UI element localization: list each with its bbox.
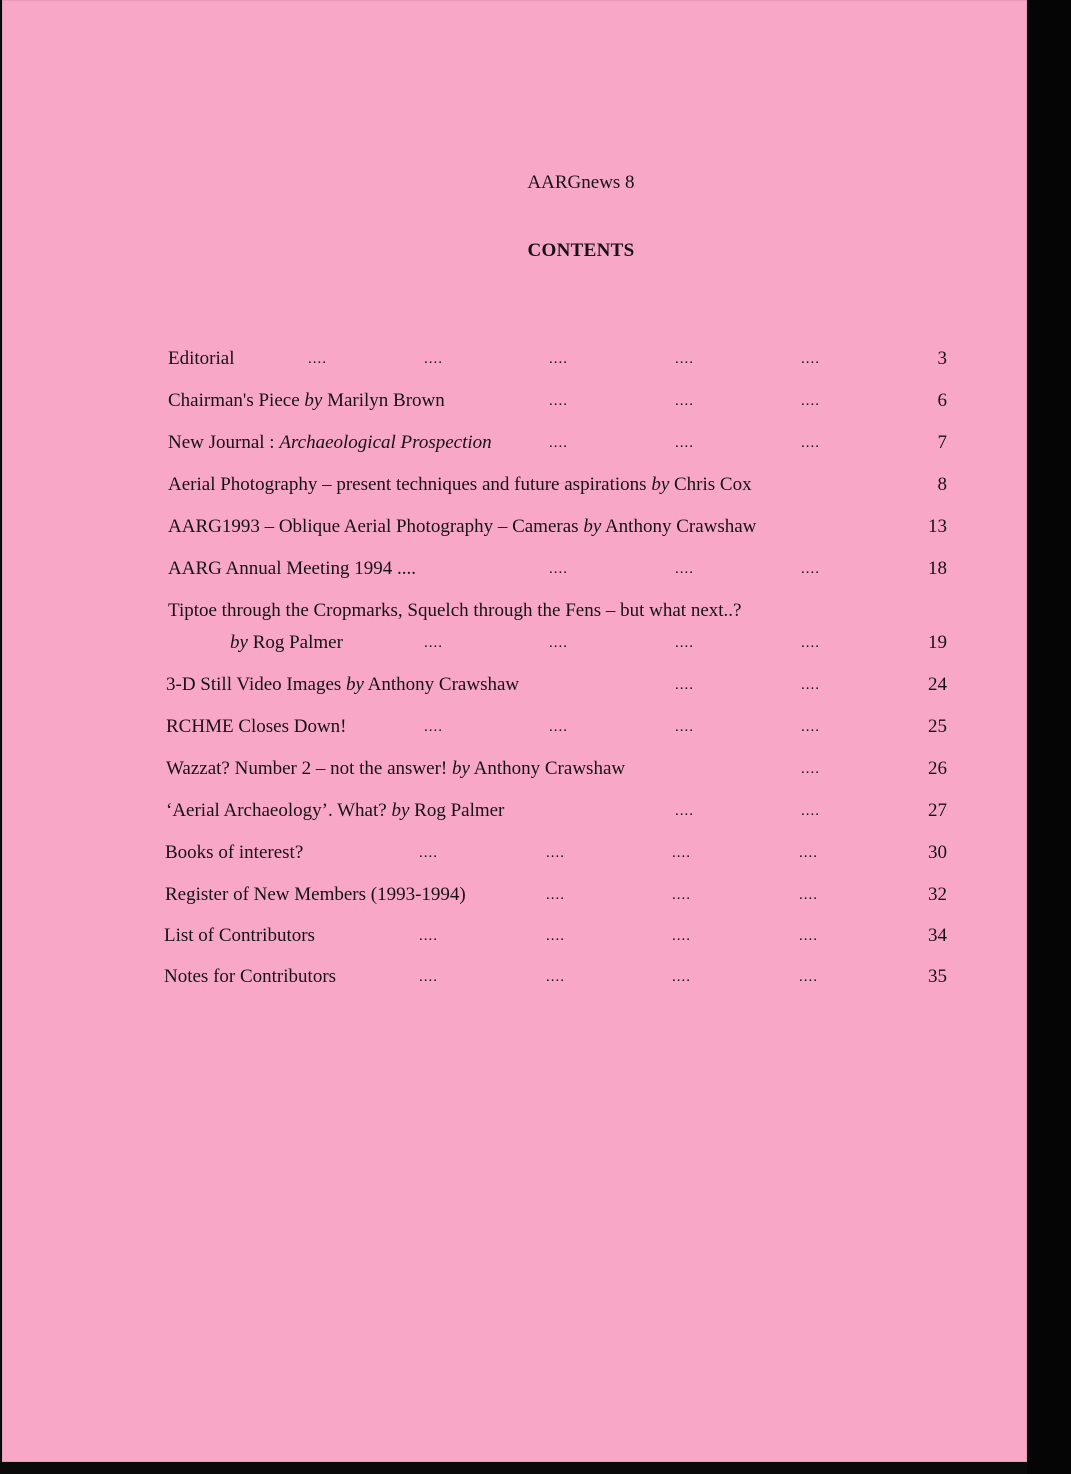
toc-by: by xyxy=(230,632,248,653)
toc-title-group xyxy=(168,430,492,456)
toc-title: New Journal : xyxy=(168,432,280,453)
toc-title-group xyxy=(168,472,752,498)
dot-leader: .... xyxy=(549,435,568,451)
toc-page-number: 27 xyxy=(928,800,947,821)
toc-page-number: 18 xyxy=(928,558,947,579)
dot-leader: .... xyxy=(546,969,565,985)
toc-title: List of Contributors xyxy=(164,925,315,946)
toc-entry-tiptoe xyxy=(168,598,948,658)
toc-author: Anthony Crawshaw xyxy=(363,674,520,695)
toc-title: Chairman's Piece xyxy=(168,390,305,411)
toc-by: by xyxy=(304,390,323,411)
dot-leader: .... xyxy=(549,393,568,409)
toc-author: Rog Palmer xyxy=(247,632,343,653)
toc-page-number: 26 xyxy=(928,758,947,779)
dot-leader: .... xyxy=(424,351,443,367)
pink-sheet xyxy=(2,0,1027,1462)
toc-title: AARG1993 – Oblique Aerial Photography – Cameras xyxy=(168,516,584,537)
toc-entry-list-contributors xyxy=(164,923,948,949)
toc-entry-3d-video xyxy=(166,672,948,698)
contents-heading: CONTENTS xyxy=(527,240,635,261)
toc-entry-books xyxy=(165,840,948,866)
dot-leader: .... xyxy=(672,969,691,985)
dot-leader: .... xyxy=(549,635,568,651)
toc-page-number: 8 xyxy=(937,474,947,495)
toc-title-group xyxy=(166,756,625,782)
dot-leader: .... xyxy=(546,887,565,903)
toc-title-group xyxy=(166,798,504,824)
toc-byline xyxy=(230,630,343,656)
toc-title: Register of New Members (1993-1994) xyxy=(165,884,466,905)
toc-entry-rchme xyxy=(166,714,948,740)
toc-entry-aarg1993 xyxy=(168,514,948,540)
toc-italic-title: Archaeological Prospection xyxy=(279,432,492,453)
dot-leader: .... xyxy=(801,803,820,819)
toc-entry-aerial-photography xyxy=(168,472,948,498)
toc-page-number: 3 xyxy=(937,348,947,369)
toc-author: Chris Cox xyxy=(669,474,752,495)
dot-leader: .... xyxy=(549,719,568,735)
toc-page-number: 35 xyxy=(928,966,947,987)
toc-page-number: 7 xyxy=(937,432,947,453)
dot-leader: .... xyxy=(801,761,820,777)
dot-leader: .... xyxy=(419,928,438,944)
toc-title: 3-D Still Video Images xyxy=(166,674,347,695)
toc-title-group xyxy=(166,672,519,698)
dot-leader: .... xyxy=(799,845,818,861)
toc-author: Anthony Crawshaw xyxy=(469,758,626,779)
toc-title: Books of interest? xyxy=(165,842,304,863)
toc-page-number: 32 xyxy=(928,884,947,905)
toc-by: by xyxy=(391,800,410,821)
toc-author: Anthony Crawshaw xyxy=(601,516,757,537)
toc-title: Wazzat? Number 2 – not the answer! xyxy=(166,758,452,779)
dot-leader: .... xyxy=(799,928,818,944)
toc-entry-new-journal xyxy=(168,430,948,456)
dot-leader: .... xyxy=(801,393,820,409)
toc-page-number: 19 xyxy=(928,632,947,653)
toc-title: AARG Annual Meeting 1994 .... xyxy=(168,558,417,579)
dot-leader: .... xyxy=(424,635,443,651)
toc-page-number: 6 xyxy=(937,390,947,411)
dot-leader: .... xyxy=(801,635,820,651)
dot-leader: .... xyxy=(801,351,820,367)
toc-by: by xyxy=(452,758,470,779)
scan-dark-edge xyxy=(1027,0,1071,1474)
toc-title: RCHME Closes Down! xyxy=(166,716,347,737)
dot-leader: .... xyxy=(801,561,820,577)
dot-leader: .... xyxy=(675,435,694,451)
dot-leader: .... xyxy=(801,435,820,451)
toc-page-number: 13 xyxy=(928,516,947,537)
dot-leader: .... xyxy=(675,561,694,577)
toc-page-number: 34 xyxy=(928,925,947,946)
toc-entry-register xyxy=(165,882,948,908)
dot-leader: .... xyxy=(419,845,438,861)
dot-leader: .... xyxy=(549,561,568,577)
toc-entry-aerial-archaeology xyxy=(166,798,948,824)
dot-leader: .... xyxy=(308,351,327,367)
dot-leader: .... xyxy=(675,393,694,409)
dot-leader: .... xyxy=(546,928,565,944)
dot-leader: .... xyxy=(799,887,818,903)
dot-leader: .... xyxy=(675,635,694,651)
toc-page-number: 25 xyxy=(928,716,947,737)
toc-entry-editorial xyxy=(168,346,948,372)
toc-by: by xyxy=(583,516,602,537)
toc-author: Marilyn Brown xyxy=(322,390,445,411)
toc-title-group xyxy=(168,388,445,414)
dot-leader: .... xyxy=(801,719,820,735)
dot-leader: .... xyxy=(799,969,818,985)
toc-entry-wazzat xyxy=(166,756,948,782)
toc-title: ‘Aerial Archaeology’. What? xyxy=(166,800,392,821)
toc-page-number: 24 xyxy=(928,674,947,695)
toc-title-group xyxy=(168,514,756,540)
dot-leader: .... xyxy=(672,845,691,861)
dot-leader: .... xyxy=(419,969,438,985)
dot-leader: .... xyxy=(675,677,694,693)
dot-leader: .... xyxy=(675,803,694,819)
toc-by: by xyxy=(651,474,670,495)
dot-leader: .... xyxy=(549,351,568,367)
toc-title: Tiptoe through the Cropmarks, Squelch through the Fens – but what next..? xyxy=(168,600,742,621)
dot-leader: .... xyxy=(424,719,443,735)
toc-author: Rog Palmer xyxy=(409,800,505,821)
dot-leader: .... xyxy=(546,845,565,861)
toc-entry-notes-contributors xyxy=(164,964,948,990)
toc-page-number: 30 xyxy=(928,842,947,863)
dot-leader: .... xyxy=(672,887,691,903)
toc-title: Notes for Contributors xyxy=(164,966,337,987)
dot-leader: .... xyxy=(801,677,820,693)
dot-leader: .... xyxy=(675,719,694,735)
dot-leader: .... xyxy=(672,928,691,944)
toc-entry-annual-meeting xyxy=(168,556,948,582)
toc-title: Aerial Photography – present techniques and future aspirations xyxy=(168,474,652,495)
toc-by: by xyxy=(346,674,364,695)
toc-entry-chairmans-piece xyxy=(168,388,948,414)
dot-leader: .... xyxy=(675,351,694,367)
toc-title: Editorial xyxy=(168,348,235,369)
newsletter-header: AARGnews 8 xyxy=(527,172,635,193)
